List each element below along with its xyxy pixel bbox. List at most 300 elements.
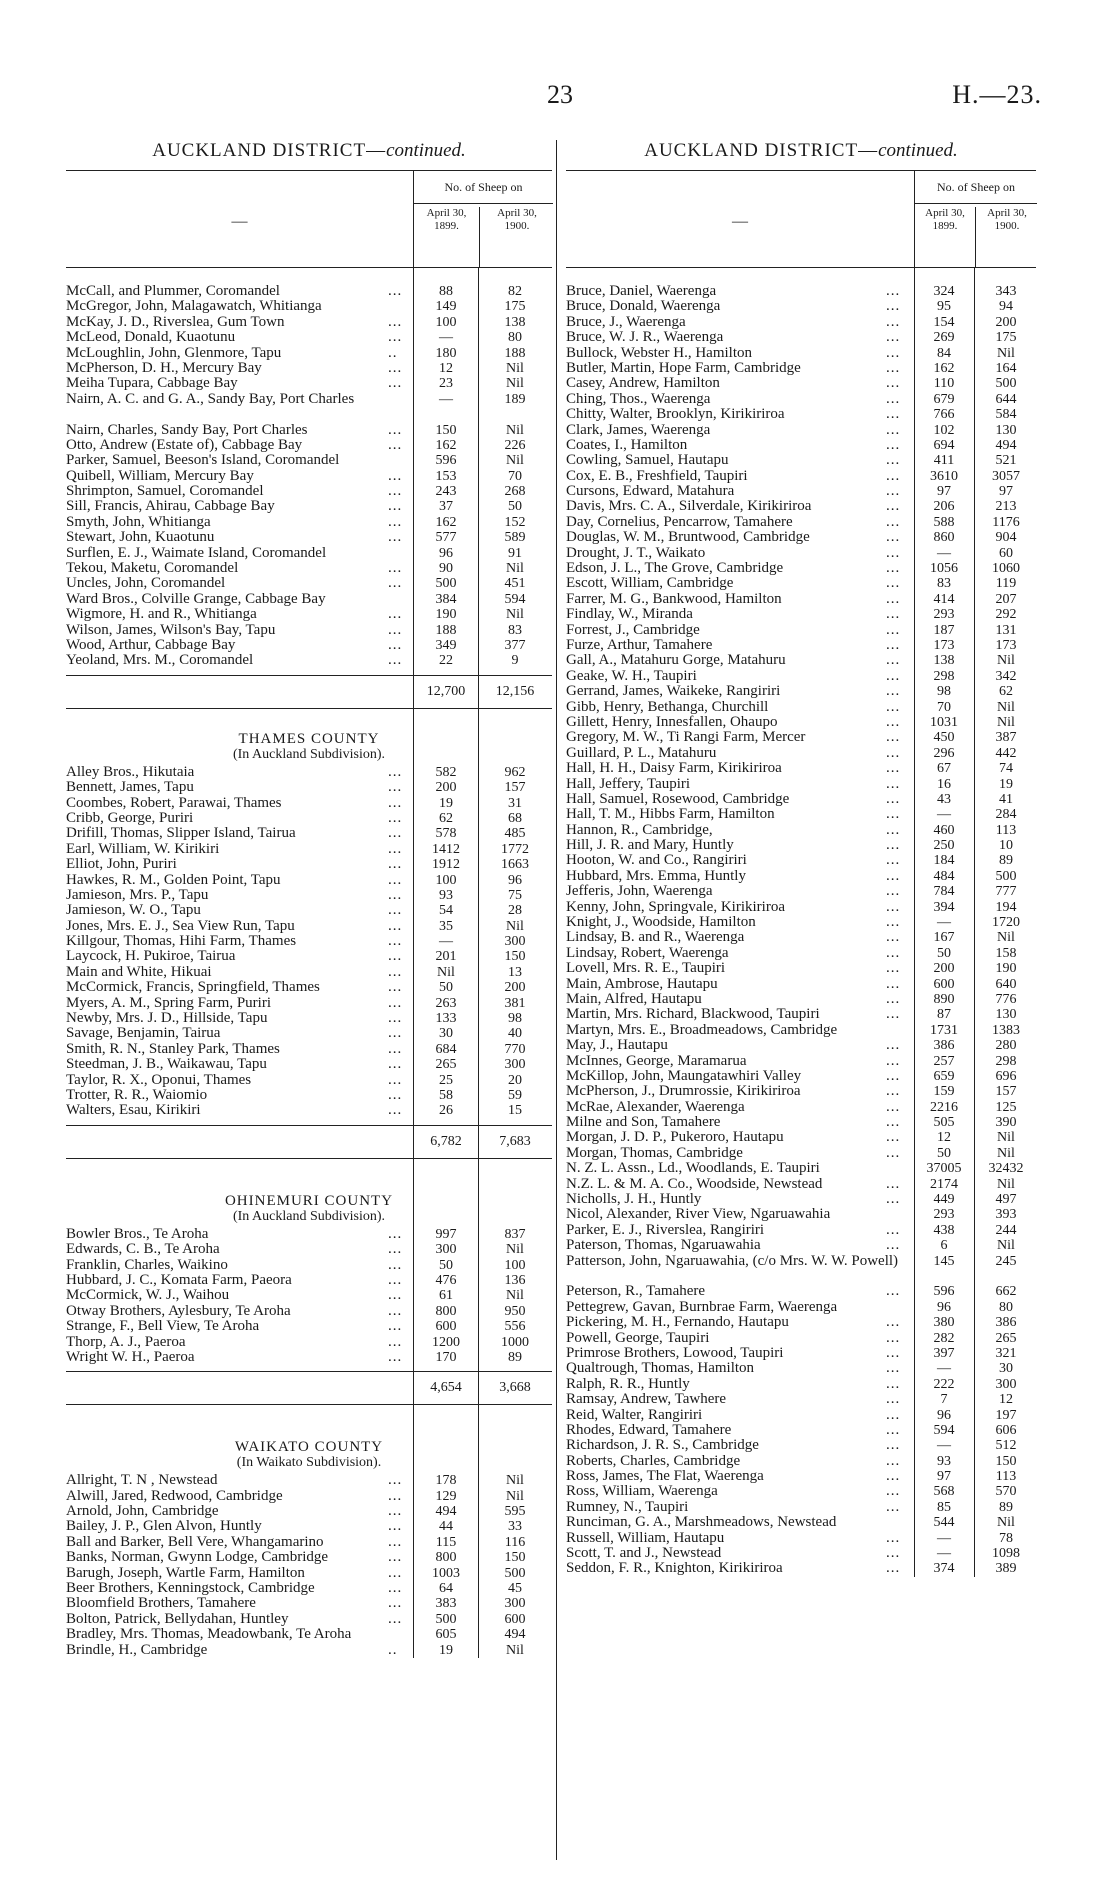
sheep-header [914, 171, 1037, 267]
leader-dots: ... [388, 779, 403, 796]
section-title: OHINEMURI COUNTY [224, 1192, 394, 1209]
leader-dots: ... [886, 990, 901, 1007]
owner-name: Drought, J. T., Waikato [566, 544, 706, 561]
sheep-1900: 442 [995, 745, 1017, 761]
sheep-1899: 95 [937, 299, 951, 315]
table-row [566, 869, 1036, 884]
table-row [566, 900, 1036, 915]
header-dash: — [732, 213, 748, 230]
table-row [66, 873, 552, 888]
sheep-1899: 201 [435, 949, 457, 965]
leader-dots: ... [886, 1144, 901, 1161]
table-row [566, 1284, 1036, 1299]
sheep-1899: 588 [933, 514, 955, 530]
sheep-1900: 265 [995, 1330, 1017, 1346]
table-row [66, 842, 552, 857]
leader-dots: ... [388, 1056, 403, 1073]
leader-dots: ... [886, 1360, 901, 1377]
owner-name: Coates, I., Hamilton [566, 436, 688, 453]
table-row [566, 992, 1036, 1007]
leader-dots: ... [886, 1545, 901, 1562]
owner-name: Primrose Brothers, Lowood, Taupiri [566, 1344, 784, 1361]
table-row [566, 838, 1036, 853]
sheep-1900: 194 [995, 899, 1017, 915]
leader-dots: ... [886, 344, 901, 361]
sheep-1900: 777 [995, 884, 1017, 900]
sheep-1900: 10 [999, 838, 1013, 854]
sheep-1899: 997 [435, 1226, 457, 1242]
table-row [66, 1242, 552, 1257]
sheep-1900: 157 [995, 1084, 1017, 1100]
sheep-1899: 188 [435, 622, 457, 638]
leader-dots: ... [886, 806, 901, 823]
owner-name: Walters, Esau, Kirikiri [66, 1102, 201, 1119]
table-row [566, 469, 1036, 484]
leader-dots: ... [886, 837, 901, 854]
table-row [66, 1304, 552, 1319]
sheep-1900: 40 [508, 1026, 522, 1042]
sheep-1900: 13 [508, 964, 522, 980]
leader-dots: ... [388, 575, 403, 592]
table-row [566, 1346, 1036, 1361]
leader-dots: ... [886, 1437, 901, 1454]
sheep-1900: 91 [508, 545, 522, 561]
table-row [566, 853, 1036, 868]
sheep-1900: 9 [511, 653, 519, 669]
owner-name: Hawkes, R. M., Golden Point, Tapu [66, 871, 281, 888]
owner-name: Gerrand, James, Waikeke, Rangiriri [566, 683, 781, 700]
block-ohinemuri [66, 1227, 552, 1366]
sheep-1899: 12 [937, 1130, 951, 1146]
owner-name: Barugh, Joseph, Wartle Farm, Hamilton [66, 1564, 305, 1581]
owner-name: Escott, William, Cambridge [566, 575, 734, 592]
sheep-1900: 31 [508, 795, 522, 811]
sheep-1899: 500 [435, 1611, 457, 1627]
owner-name: Jones, Mrs. E. J., Sea View Run, Tapu [66, 917, 295, 934]
table-row [66, 438, 552, 453]
sheep-1900: 60 [999, 545, 1013, 561]
sheep-1899: 115 [435, 1534, 457, 1550]
sheep-1899: 578 [435, 826, 457, 842]
table-row [566, 1130, 1036, 1145]
leader-dots: ... [886, 467, 901, 484]
sheep-1900: 244 [995, 1222, 1017, 1238]
sheep-1900: 1060 [992, 561, 1020, 577]
sheep-1899: 860 [933, 530, 955, 546]
leader-dots: ... [886, 1329, 901, 1346]
owner-name: Bruce, W. J. R., Waerenga [566, 329, 724, 346]
sheep-1900: 113 [995, 822, 1017, 838]
leader-dots: ... [886, 1006, 901, 1023]
table-row [566, 761, 1036, 776]
sheep-1900: 12 [999, 1392, 1013, 1408]
table-row [566, 1515, 1036, 1530]
sheep-1899: — [937, 1530, 951, 1546]
table-row [66, 765, 552, 780]
leader-dots: ... [886, 1529, 901, 1546]
owner-name: Hill, J. R. and Mary, Huntly [566, 837, 734, 854]
owner-name: Parker, E. J., Riverslea, Rangiriri [566, 1221, 765, 1238]
table-row [566, 1484, 1036, 1499]
leader-dots: ... [388, 1549, 403, 1566]
sheep-1900: 485 [504, 826, 526, 842]
leader-dots: ... [388, 1533, 403, 1550]
table-row [66, 299, 552, 314]
leader-dots: ... [388, 948, 403, 965]
owner-name: Bolton, Patrick, Bellydahan, Huntley [66, 1610, 289, 1627]
district-heading: AUCKLAND DISTRICT—continued. [644, 140, 958, 161]
table-row [66, 1057, 552, 1072]
sheep-1900: 188 [504, 345, 526, 361]
sheep-1900: 80 [999, 1299, 1013, 1315]
owner-name: Cribb, George, Puriri [66, 809, 194, 826]
leader-dots: ... [388, 840, 403, 857]
sheep-1899: 384 [435, 591, 457, 607]
leader-dots: ... [388, 1071, 403, 1088]
owner-name: Ramsay, Andrew, Tawhere [566, 1391, 727, 1408]
table-row [566, 438, 1036, 453]
table-row [566, 623, 1036, 638]
leader-dots: ... [886, 498, 901, 515]
owner-name: Geake, W. H., Taupiri [566, 667, 697, 684]
sheep-1900: 119 [995, 576, 1017, 592]
leader-dots: ... [388, 283, 403, 299]
leader-dots: ... [388, 1086, 403, 1103]
leader-dots: ... [388, 421, 403, 438]
table-row [566, 715, 1036, 730]
sheep-1899: 87 [937, 1007, 951, 1023]
table-row [566, 730, 1036, 745]
owner-name: Stewart, John, Kuaotunu [66, 529, 215, 546]
leader-dots: ... [886, 821, 901, 838]
sheep-1899: — [439, 330, 453, 346]
sheep-1899: 380 [933, 1315, 955, 1331]
leader-dots: ... [886, 744, 901, 761]
leader-dots: ... [886, 452, 901, 469]
sheep-1899: 43 [937, 791, 951, 807]
sheep-1900: 74 [999, 761, 1013, 777]
table-row [566, 1069, 1036, 1084]
table-row [66, 996, 552, 1011]
sheep-1900: 19 [999, 776, 1013, 792]
sheep-1900: 226 [504, 437, 526, 453]
owner-name: Uncles, John, Coromandel [66, 575, 226, 592]
owner-name: Jefferis, John, Waerenga [566, 883, 713, 900]
sheep-1899: 605 [435, 1627, 457, 1643]
page-number: 23 [547, 80, 573, 109]
table-row [566, 1561, 1036, 1576]
sheep-1899: 50 [937, 1145, 951, 1161]
sheep-1900: 75 [508, 887, 522, 903]
table-row [566, 515, 1036, 530]
leader-dots: ... [388, 1610, 403, 1627]
sheep-1900: 175 [995, 330, 1017, 346]
table-row [566, 684, 1036, 699]
table-row [66, 1504, 552, 1519]
owner-name: Wright W. H., Paeroa [66, 1348, 195, 1365]
table-row [566, 823, 1036, 838]
leader-dots: ... [388, 467, 403, 484]
sheep-1899: 600 [933, 976, 955, 992]
leader-dots: ... [886, 313, 901, 330]
owner-name: Martyn, Mrs. E., Broadmeadows, Cambridge [566, 1021, 838, 1038]
owner-name: Casey, Andrew, Hamilton [566, 375, 720, 392]
sheep-1900: 150 [995, 1453, 1017, 1469]
sheep-1900: 377 [504, 638, 526, 653]
leader-dots: ... [388, 1348, 403, 1365]
block-waikato [66, 1473, 552, 1658]
table-row [566, 1423, 1036, 1438]
sheep-1900: 300 [504, 1057, 526, 1073]
sheep-1900: 59 [508, 1087, 522, 1103]
table-row [566, 607, 1036, 622]
owner-name: Wigmore, H. and R., Whitianga [66, 606, 257, 623]
sheep-1899: 54 [439, 903, 453, 919]
leader-dots: ... [388, 1287, 403, 1304]
sheep-1899: 129 [435, 1488, 457, 1504]
sheep-1900: 158 [995, 945, 1017, 961]
owner-name: Findlay, W., Miranda [566, 606, 693, 623]
sheep-1899: 800 [435, 1550, 457, 1566]
table-row [66, 1335, 552, 1350]
owner-name: Ross, William, Waerenga [566, 1483, 718, 1500]
sheep-1900: Nil [506, 360, 524, 376]
sheep-1900: 776 [995, 991, 1017, 1007]
leader-dots: ... [886, 529, 901, 546]
table-row [66, 903, 552, 918]
owner-name: Beer Brothers, Kenningstock, Cambridge [66, 1580, 315, 1597]
table-row [566, 315, 1036, 330]
table-row [66, 1103, 552, 1118]
table-row [566, 930, 1036, 945]
sheep-1899: 890 [933, 991, 955, 1007]
table-row [66, 561, 552, 576]
sheep-1899: 35 [439, 918, 453, 934]
leader-dots: ... [388, 809, 403, 826]
section-subtitle: (In Auckland Subdivision). [232, 1208, 386, 1224]
sheep-1900: 197 [995, 1407, 1017, 1423]
sheep-1899: 222 [933, 1376, 955, 1392]
total-row: 6,782 7,683 [66, 1125, 552, 1159]
table-row [66, 1535, 552, 1550]
table-row [566, 284, 1036, 299]
table-row [566, 946, 1036, 961]
sheep-1900: 175 [504, 299, 526, 315]
sheep-1900: 268 [504, 484, 526, 500]
sheep-1899: — [439, 934, 453, 950]
total-row: 4,654 3,668 [66, 1371, 552, 1405]
table-row [566, 299, 1036, 314]
owner-name: Edson, J. L., The Grove, Cambridge [566, 560, 784, 577]
sheep-1900: 1383 [992, 1022, 1020, 1038]
leader-dots: ... [388, 963, 403, 980]
table-row [66, 857, 552, 872]
sheep-1899: 62 [439, 810, 453, 826]
table-row [66, 1519, 552, 1534]
owner-name: Chitty, Walter, Brooklyn, Kirikiriroa [566, 406, 785, 423]
sheep-1900: 50 [508, 499, 522, 515]
owner-name: Savage, Benjamin, Tairua [66, 1025, 221, 1042]
owner-name: Strange, F., Bell View, Te Aroha [66, 1318, 260, 1335]
owner-name: Hubbard, J. C., Komata Farm, Paeora [66, 1271, 292, 1288]
table-row [566, 361, 1036, 376]
sheep-1899: 269 [933, 330, 955, 346]
sheep-1900: Nil [997, 1238, 1015, 1254]
sheep-1900: 89 [999, 853, 1013, 869]
owner-name: Qualtrough, Thomas, Hamilton [566, 1360, 755, 1377]
sheep-1900: 213 [995, 499, 1017, 515]
owner-name: N.Z. L. & M. A. Co., Woodside, Newstead [566, 1175, 823, 1192]
sheep-1899: 505 [933, 1115, 955, 1131]
table-row [566, 1546, 1036, 1561]
sheep-1899: 19 [439, 1642, 453, 1658]
sheep-1900: 32432 [988, 1161, 1024, 1177]
owner-name: Yeoland, Mrs. M., Coromandel [66, 652, 254, 669]
owner-name: Day, Cornelius, Pencarrow, Tamahere [566, 513, 793, 530]
sheep-1900: 342 [995, 668, 1017, 684]
leader-dots: ... [388, 1025, 403, 1042]
left-table-body [66, 284, 552, 1658]
leader-dots: ... [886, 1283, 901, 1300]
table-row [66, 607, 552, 622]
sheep-1899: 162 [435, 437, 457, 453]
sheep-1899: 596 [435, 453, 457, 469]
table-row [66, 980, 552, 995]
owner-name: May, J., Hautapu [566, 1037, 668, 1054]
table-row [566, 1115, 1036, 1130]
leader-dots: ... [886, 1468, 901, 1485]
sheep-1900: 556 [504, 1319, 526, 1335]
leader-dots: ... [886, 1344, 901, 1361]
sheep-1899: 679 [933, 391, 955, 407]
owner-name: Myers, A. M., Spring Farm, Puriri [66, 994, 272, 1011]
owner-name: Quibell, William, Mercury Bay [66, 467, 254, 484]
sheep-1900: 136 [504, 1272, 526, 1288]
leader-dots: ... [388, 329, 403, 346]
sheep-1900: 521 [995, 453, 1017, 469]
sheep-1900: 300 [504, 934, 526, 950]
sheep-1899: 1912 [432, 857, 460, 873]
leader-dots: ... [886, 790, 901, 807]
table-row [566, 1161, 1036, 1176]
leader-dots: .. [388, 344, 398, 361]
leader-dots: ... [886, 775, 901, 792]
sheep-1899: 800 [435, 1303, 457, 1319]
leader-dots: ... [886, 606, 901, 623]
table-row [66, 484, 552, 499]
leader-dots: ... [388, 1333, 403, 1350]
table-row [66, 592, 552, 607]
owner-name: McLoughlin, John, Glenmore, Tapu [66, 344, 282, 361]
year-1899-header: April 30, 1899. [925, 207, 965, 232]
sheep-1899: 568 [933, 1484, 955, 1500]
leader-dots: ... [388, 606, 403, 623]
sheep-1899: 37 [439, 499, 453, 515]
owner-name: N. Z. L. Assn., Ld., Woodlands, E. Taupiri [566, 1160, 820, 1177]
sheep-1900: 62 [999, 684, 1013, 700]
owner-name: Butler, Martin, Hope Farm, Cambridge [566, 359, 801, 376]
sheep-1899: 90 [439, 561, 453, 577]
sheep-1899: 84 [937, 345, 951, 361]
sheep-1899: 296 [933, 745, 955, 761]
sheep-1899: — [937, 545, 951, 561]
sheep-1899: 394 [933, 899, 955, 915]
table-row [566, 1454, 1036, 1469]
leader-dots: ... [886, 652, 901, 669]
owner-name: Brindle, H., Cambridge [66, 1641, 208, 1658]
owner-name: Ching, Thos., Waerenga [566, 390, 711, 407]
owner-name: Allright, T. N , Newstead [66, 1472, 218, 1489]
table-row [566, 1207, 1036, 1222]
sheep-1900: 3057 [992, 468, 1020, 484]
sheep-1899: 2216 [930, 1099, 958, 1115]
sheep-1900: Nil [506, 453, 524, 469]
sheep-1899: 397 [933, 1345, 955, 1361]
sheep-1899: 293 [933, 1207, 955, 1223]
owner-name: Banks, Norman, Gwynn Lodge, Cambridge [66, 1549, 329, 1566]
document-id: H.—23. [952, 80, 1042, 109]
sheep-1899: 93 [937, 1453, 951, 1469]
sheep-1899: Nil [437, 964, 455, 980]
table-row [66, 1073, 552, 1088]
owner-name: Lovell, Mrs. R. E., Taupiri [566, 960, 726, 977]
owner-name: Wilson, James, Wilson's Bay, Tapu [66, 621, 276, 638]
leader-dots: ... [388, 1271, 403, 1288]
owner-name: Tekou, Maketu, Coromandel [66, 560, 239, 577]
sheep-1900: 113 [995, 1469, 1017, 1485]
section-subtitle: (In Auckland Subdivision). [232, 746, 386, 762]
table-row [66, 623, 552, 638]
table-row [566, 638, 1036, 653]
sheep-1900: 1098 [992, 1546, 1020, 1562]
owner-name: Bruce, Donald, Waerenga [566, 298, 721, 315]
table-row [66, 1612, 552, 1627]
table-row [566, 1500, 1036, 1515]
owner-name: Paterson, Thomas, Ngaruawahia [566, 1237, 761, 1254]
sheep-1900: 15 [508, 1103, 522, 1119]
sheep-1900: 962 [504, 764, 526, 780]
leader-dots: ... [886, 729, 901, 746]
sheep-1899: 138 [933, 653, 955, 669]
sheep-1900: 1720 [992, 915, 1020, 931]
sheep-1899: 3610 [930, 468, 958, 484]
leader-dots: ... [388, 886, 403, 903]
sheep-1899: 19 [439, 795, 453, 811]
sheep-1900: 389 [995, 1561, 1017, 1577]
sheep-1900: 386 [995, 1315, 1017, 1331]
table-row [566, 1054, 1036, 1069]
block-waikato-continued [566, 284, 1036, 1577]
owner-name: McCormick, Francis, Springfield, Thames [66, 979, 320, 996]
owner-name: Douglas, W. M., Bruntwood, Cambridge [566, 529, 810, 546]
leader-dots: ... [886, 1560, 901, 1577]
table-row [66, 826, 552, 841]
table-row [566, 1100, 1036, 1115]
sheep-1900: 41 [999, 791, 1013, 807]
sheep-1900: Nil [506, 1642, 524, 1658]
table-row [566, 700, 1036, 715]
owner-name: Lindsay, Robert, Waerenga [566, 944, 729, 961]
sheep-1900: 500 [995, 868, 1017, 884]
leader-dots: ... [886, 575, 901, 592]
table-row [566, 977, 1036, 992]
sheep-1899: 383 [435, 1596, 457, 1612]
leader-dots: ... [388, 825, 403, 842]
table-row [566, 1038, 1036, 1053]
sheep-1899: 50 [937, 945, 951, 961]
leader-dots: ... [388, 1487, 403, 1504]
table-row [566, 1331, 1036, 1346]
